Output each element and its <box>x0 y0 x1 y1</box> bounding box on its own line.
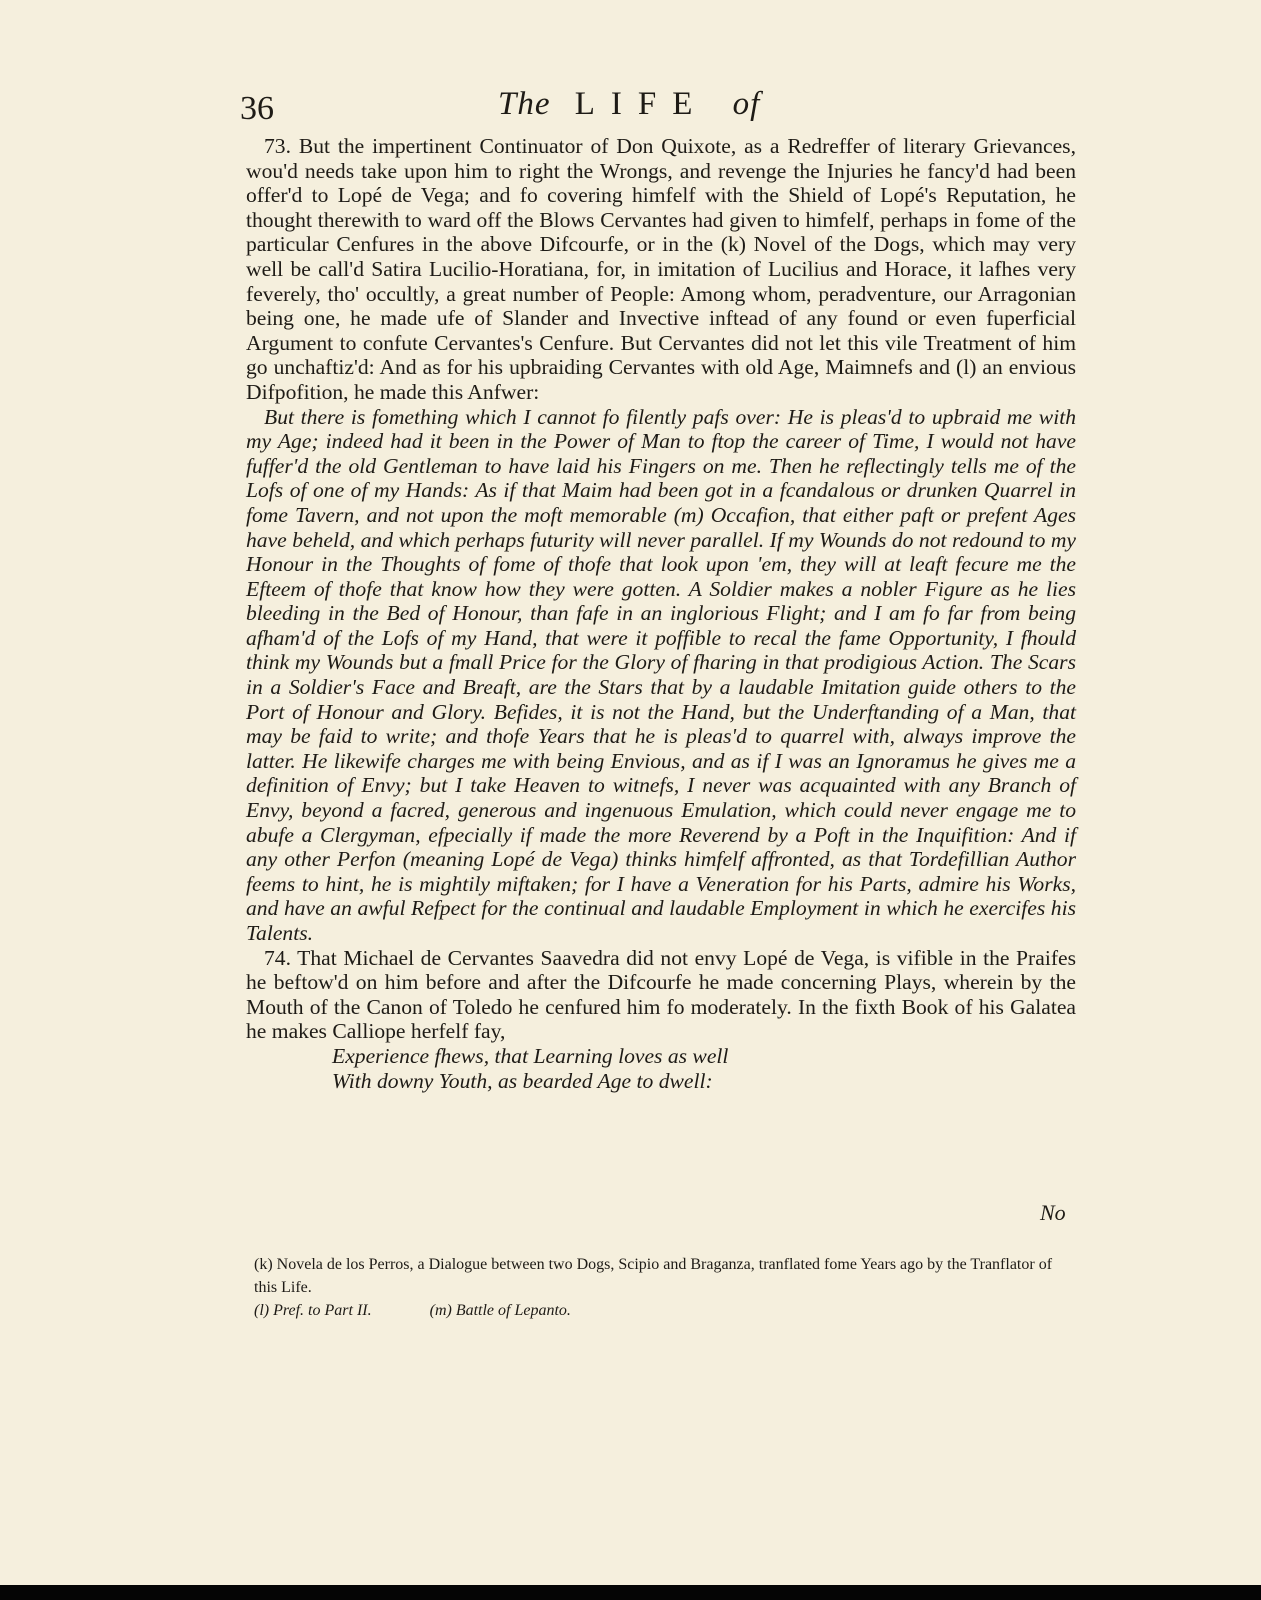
footnote-row-lm <box>254 1299 1076 1322</box>
paragraph-73: 73. But the impertinent Continuator of Don Quixote, as a Redreffer of literary Grievances, wou'd needs take upon him to right the Wrongs, and revenge the Injuries he fancy'd had been offer'd to Lopé de Vega; and fo covering himfelf with the Shield of Lopé's Reputation, he thought therewith to ward off the Blows Cervantes had given to himfelf, perhaps in fome of the particular Cenfures in the above Difcourfe, or in the (k) Novel of the Dogs, which may very well be call'd Satira Lucilio-Horatiana, for, in imitation of Lucilius and Horace, it lafhes very feverely, tho' occultly, a great number of People: Among whom, peradventure, our Arragonian being one, he made ufe of Slander and Invective inftead of any found or even fuperficial Argument to confute Cervantes's Cenfure. But Cervantes did not let this vile Treatment of him go unchaftiz'd: And as for his upbraiding Cervantes with old Age, Maimnefs and (l) an envious Difpofition, he made this Anfwer: <box>246 134 1076 404</box>
main-text <box>246 134 1076 1093</box>
running-head <box>240 82 800 132</box>
footnotes <box>254 1253 1076 1322</box>
footnote-k: (k) Novela de los Perros, a Dialogue between two Dogs, Scipio and Braganza, tranflated fome Years ago by the Tranflator of this Life. <box>254 1256 1053 1296</box>
page-number: 36 <box>240 90 274 127</box>
running-title-suffix: of <box>732 86 761 122</box>
catchword: No <box>1040 1200 1066 1225</box>
paragraph-74: 74. That Michael de Cervantes Saavedra did not envy Lopé de Vega, is vifible in the Praifes he beftow'd on him before and after the Difcourfe he made concerning Plays, wherein by the Mouth of the Canon of Toledo he cenfured him fo moderately. In the fixth Book of his Galatea he makes Calliope herfelf fay, <box>246 945 1076 1044</box>
footnote-m: (m) Battle of Lepanto. <box>429 1302 571 1319</box>
scan-border <box>0 1585 1261 1600</box>
verse-line-2: With downy Youth, as bearded Age to dwell: <box>332 1068 713 1093</box>
running-title-prefix: The <box>498 86 551 122</box>
verse-line-1: Experience fhews, that Learning loves as well <box>332 1043 729 1068</box>
quoted-answer: But there is fomething which I cannot fo filently pafs over: He is pleas'd to upbraid me with my Age; indeed had it been in the Power of Man to ftop the career of Time, I would not have fuffer'd the old Gentleman to have laid his Fingers on me. Then he reflectingly tells me of the Lofs of one of my Hands: As if that Maim had been got in a fcandalous or drunken Quarrel in fome Tavern, and not upon the moft memorable (m) Occafion, that either paft or prefent Ages have beheld, and which perhaps futurity will never parallel. If my Wounds do not redound to my Honour in the Thoughts of fome of thofe that look upon 'em, they will at leaft fecure me the Efteem of thofe that know how they were gotten. A Soldier makes a nobler Figure as he lies bleeding in the Bed of Honour, than fafe in an inglorious Flight; and I am fo far from being afham'd of the Lofs of my Hand, that were it poffible to recal the fame Opportunity, I fhould think my Wounds but a fmall Price for the Glory of fharing in that prodigious Action. The Scars in a Soldier's Face and Breaft, are the Stars that by a laudable Imitation guide others to the Port of Honour and Glory. Befides, it is not the Hand, but the Underftanding of a Man, that may be faid to write; and thofe Years that he is pleas'd to quarrel with, always improve the latter. He likewife charges me with being Envious, and as if I was an Ignoramus he gives me a definition of Envy; but I take Heaven to witnefs, I never was acquainted with any Branch of Envy, beyond a facred, generous and ingenuous Emulation, which could never engage me to abufe a Clergyman, efpecially if made the more Reverend by a Poft in the Inquifition: And if any other Perfon (meaning Lopé de Vega) thinks himfelf affronted, as that Tordefillian Author feems to hint, he is mightily miftaken; for I have a Veneration for his Parts, admire his Works, and have an awful Refpect for the continual and laudable Employment in which he exercifes his Talents. <box>246 404 1076 945</box>
footnote-l: (l) Pref. to Part II. <box>254 1302 372 1319</box>
running-title <box>498 86 760 123</box>
running-title-word: LIFE <box>574 86 709 122</box>
